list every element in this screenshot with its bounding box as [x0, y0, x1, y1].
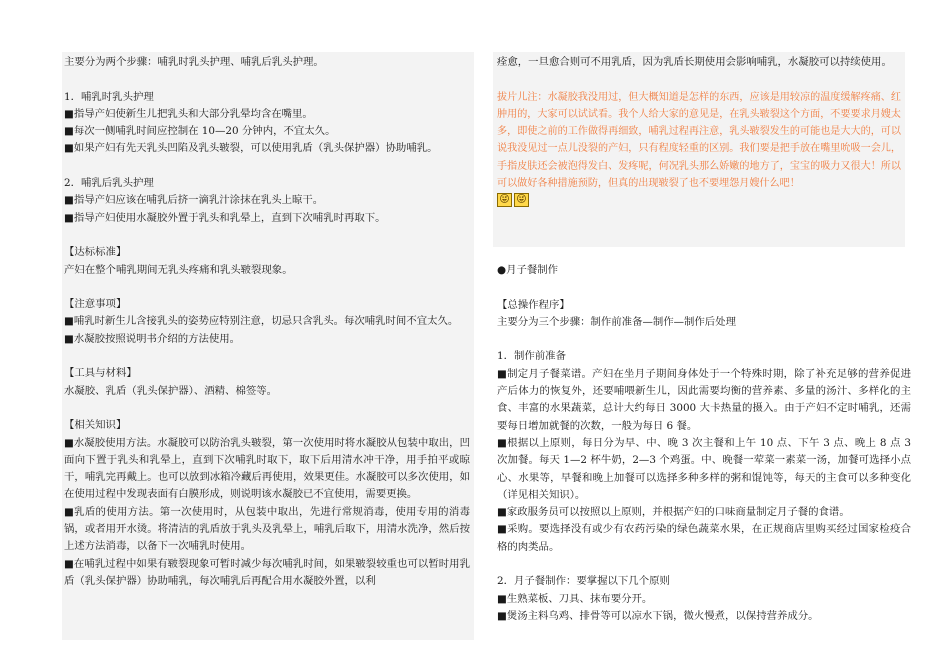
section-title: ●月子餐制作	[497, 264, 559, 276]
spacer	[497, 71, 901, 88]
section-heading: 【总操作程序】	[497, 298, 570, 311]
body-text: 产妇在整个哺乳期间无乳头疼痛和乳头皲裂现象。	[64, 263, 293, 276]
spacer	[497, 556, 911, 573]
list-item: ■水凝胶按照说明书介绍的方法使用。	[64, 332, 241, 345]
list-item: ■指导产妇使用水凝胶外置于乳头和乳晕上，直到下次哺乳时再取下。	[64, 211, 386, 224]
spacer	[64, 279, 470, 296]
spacer	[64, 400, 470, 417]
list-item: ■家政服务员可以按照以上原则，并根据产妇的口味商量制定月子餐的食谱。	[497, 506, 850, 519]
section-heading: 【注意事项】	[64, 298, 127, 311]
list-item: ■生熟菜板、刀具、抹布要分开。	[497, 592, 653, 605]
wink-tongue-emoji-icon: 😜	[514, 193, 529, 207]
wink-tongue-emoji-icon: 😜	[497, 193, 512, 207]
overview-text: 主要分为两个步骤：哺乳时乳头护理、哺乳后乳头护理。	[64, 56, 324, 68]
body-text: 主要分为三个步骤：制作前准备—制作—制作后处理	[497, 315, 736, 328]
list-item: ■煲汤主料乌鸡、排骨等可以凉水下锅，微火慢煮，以保持营养成分。	[497, 609, 819, 622]
section-heading: 【达标标准】	[64, 246, 127, 259]
body-text: 痊愈，一旦愈合则可不用乳盾，因为乳盾长期使用会影响哺乳，水凝胶可以持续使用。	[497, 56, 892, 68]
right-top-column	[493, 52, 905, 247]
emoji-row	[497, 193, 901, 207]
list-item: ■如果产妇有先天乳头凹陷及乳头皲裂，可以使用乳盾（乳头保护器）协助哺乳。	[64, 142, 438, 155]
section-heading: 【工具与材料】	[64, 367, 137, 380]
spacer	[64, 158, 470, 175]
list-item: ■制定月子餐菜谱。产妇在坐月子期间身体处于一个特殊时期，除了补充足够的营养促进产后体力的恢复外，还要哺喂新生儿，因此需要均衡的营养素、多量的汤汁、多样化的主食、丰富的水果蔬菜，总计大约每日 3000 大卡热量的摄入。由于产妇不定时哺乳，还需要每日增加就餐的次数，一般为每日 6 餐。	[497, 367, 911, 432]
list-item: ■乳盾的使用方法。第一次使用时，从包装中取出，先进行常规消毒，使用专用的消毒锅，或者用开水烫。将清洁的乳盾放于乳头及乳晕上，哺乳后取下，用清水洗净，然后按上述方法消毒，以备下一次哺乳时使用。	[64, 505, 470, 553]
body-text: 水凝胶、乳盾（乳头保护器）、酒精、棉签等。	[64, 384, 278, 397]
spacer	[497, 331, 911, 348]
list-item: ■每次一侧哺乳时间应控制在 10—20 分钟内，不宜太久。	[64, 125, 336, 138]
right-bottom-column	[493, 262, 911, 625]
spacer	[64, 71, 470, 88]
list-item: ■在哺乳过程中如果有皲裂现象可暂时减少每次哺乳时间，如果皲裂较重也可以暂时用乳盾（乳头保护器）协助哺乳，每次哺乳后再配合用水凝胶外置，以利	[64, 557, 470, 587]
left-column	[62, 52, 474, 640]
section-heading: 2．哺乳后乳头护理	[64, 177, 154, 190]
section-heading: 【相关知识】	[64, 419, 127, 432]
spacer	[64, 227, 470, 244]
spacer	[497, 279, 911, 296]
list-item: ■水凝胶使用方法。水凝胶可以防治乳头皲裂，第一次使用时将水凝胶从包装中取出，凹面向下置于乳头和乳晕上，直到下次哺乳时取下，取下后用清水冲干净，用手拍平或晾干，哺乳完再戴上。也可以放到冰箱冷藏后再使用，效果更佳。水凝胶可以多次使用，如在使用过程中发现表面有白膜形成，则说明该水凝胶已不宜使用，需要更换。	[64, 436, 470, 501]
spacer	[64, 348, 470, 365]
author-note: 拔片儿注：水凝胶我没用过，但大概知道是怎样的东西，应该是用较凉的温度缓解疼痛、红肿用的，大家可以试试看。我个人给大家的意见是，在乳头皲裂这个方面，不要要求月嫂太多，即使之前的工作做得再细致，哺乳过程再注意，乳头皲裂发生的可能也是大大的，可以说我没见过一点儿没裂的产妇，只有程度轻重的区别。我们要是把手放在嘴里吮吸一会儿，手指皮肤还会被泡得发白、发疼呢，何况乳头那么娇嫩的地方了，宝宝的吸力又很大！所以可以做好各种措施预防，但真的出现皲裂了也不要埋怨月嫂什么吧！	[497, 91, 901, 190]
section-heading: 1．哺乳时乳头护理	[64, 90, 154, 103]
section-heading: 1．制作前准备	[497, 350, 566, 363]
list-item: ■根据以上原则，每日分为早、中、晚 3 次主餐和上午 10 点、下午 3 点、晚上 8 点 3 次加餐。每天 1—2 杯牛奶，2—3 个鸡蛋。中、晚餐一荤菜一素菜一汤，加餐可选择小点心、水果等，早餐和晚上加餐可以选择多种多样的粥和馄饨等，每天的主食可以多种变化（详见相关知识）。	[497, 436, 911, 501]
section-heading: 2．月子餐制作：要掌握以下几个原则	[497, 575, 670, 588]
list-item: ■哺乳时新生儿含接乳头的姿势应特别注意，切忌只含乳头。每次哺乳时间不宜太久。	[64, 315, 459, 328]
list-item: ■采购。要选择没有或少有农药污染的绿色蔬菜水果，在正规商店里购买经过国家检疫合格的肉类品。	[497, 523, 911, 553]
list-item: ■指导产妇使新生儿把乳头和大部分乳晕均含在嘴里。	[64, 107, 313, 120]
list-item: ■指导产妇应该在哺乳后挤一滴乳汁涂抹在乳头上晾干。	[64, 194, 324, 207]
